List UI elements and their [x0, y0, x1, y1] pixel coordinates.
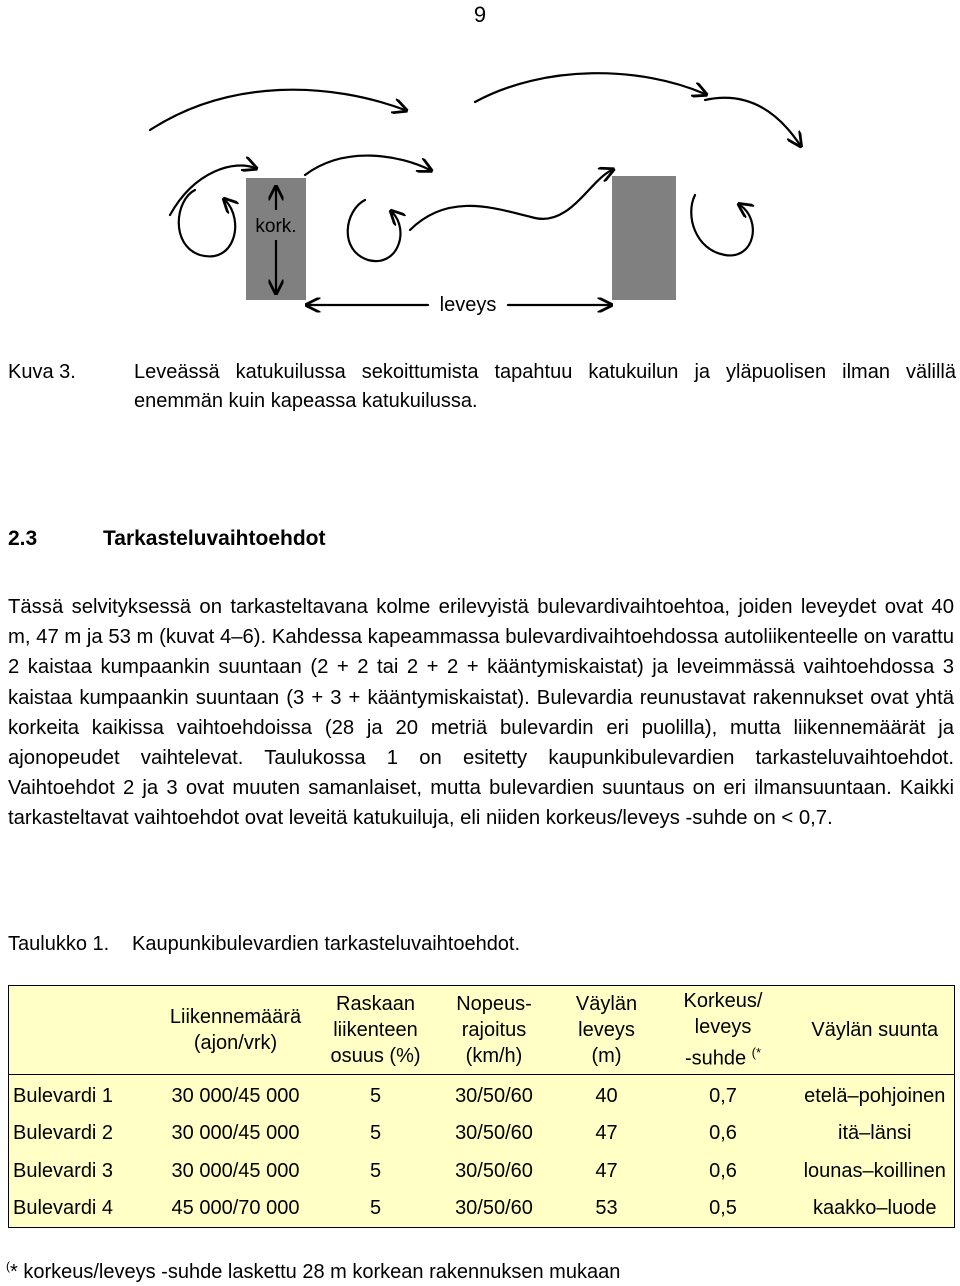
cell-heavy: 5 [369, 1122, 382, 1145]
cell-traffic: 30 000/45 000 [171, 1159, 300, 1182]
cell-speed: 30/50/60 [455, 1084, 533, 1107]
table-row [9, 1115, 955, 1153]
header-direction: Väylän suunta [796, 986, 955, 1075]
width-label: leveys [439, 294, 497, 316]
row-name: Bulevardi 2 [13, 1122, 114, 1145]
cell-direction: kaakko–luode [813, 1197, 937, 1220]
header-ratio: Korkeus/ leveys -suhde (* [651, 986, 796, 1075]
cell-traffic: 30 000/45 000 [171, 1122, 300, 1145]
header-speed-limit: Nopeus- rajoitus (km/h) [426, 986, 563, 1075]
section-title: Tarkasteluvaihtoehdot [103, 527, 326, 550]
table-caption-label: Taulukko 1. [8, 933, 110, 955]
cell-traffic: 30 000/45 000 [171, 1084, 300, 1107]
figure-caption [8, 358, 956, 416]
flow-arrow-top-middle [475, 73, 705, 102]
vortex-narrow-canyon [179, 190, 235, 256]
header-traffic: Liikennemäärä (ajon/vrk) [146, 986, 326, 1075]
figure-caption-label: Kuva 3. [8, 361, 76, 383]
row-name: Bulevardi 1 [13, 1084, 114, 1107]
ratio-footnote-marker: (* [751, 1045, 762, 1061]
cell-ratio: 0,6 [709, 1122, 737, 1145]
flow-arrow-over-canyon [410, 170, 612, 230]
body-paragraph: Tässä selvityksessä on tarkasteltavana kolme erilevyistä bulevardivaihtoehtoa, joiden leveydet ovat 40 m, 47 m ja 53 m (kuvat 4–6). Kahdessa kapeammassa bulevardivaihtoehdossa autoliikenteelle on varattu 2 kaistaa kumpaankin suuntaan (2 + 2 tai 2 + 2 + kääntymiskaistat) ja leveimmässä vaihtoehdossa 3 kaistaa kumpaankin suuntaan (3 + 3 + kääntymiskaistat). Bulevardia reunustavat rakennukset ovat yhtä korkeita kaikissa vaihtoehdoissa (28 ja 20 metriä bulevardin eri puolilla), mutta liikennemäärät ja ajonopeudet vaihtelevat. Taulukossa 1 on esitetty kaupunkibulevardien tarkasteluvaihtoehdot. Vaihtoehdot 2 ja 3 ovat muuten samanlaiset, mutta bulevardien suuntaus on eri ilmansuuntaan. Kaikki tarkasteltavat vaihtoehdot ovat leveitä katukuiluja, eli niiden korkeus/leveys -suhde on < 0,7. [8, 596, 954, 830]
header-heavy-share: Raskaan liikenteen osuus (%) [326, 986, 426, 1075]
figure-caption-text: Leveässä katukuilussa sekoittumista tapahtuu katukuilun ja yläpuolisen ilman välillä enemmän kuin kapeassa katukuilussa. [134, 361, 956, 412]
page-number: 9 [473, 2, 487, 27]
building-right [612, 176, 676, 300]
cell-direction: lounas–koillinen [803, 1159, 946, 1182]
cell-width: 53 [595, 1197, 618, 1220]
height-label: kork. [255, 216, 297, 237]
row-name: Bulevardi 4 [13, 1197, 114, 1220]
cell-speed: 30/50/60 [455, 1197, 533, 1220]
cell-direction: etelä–pohjoinen [804, 1084, 946, 1107]
cell-speed: 30/50/60 [455, 1122, 533, 1145]
row-name: Bulevardi 3 [13, 1159, 114, 1182]
cell-heavy: 5 [369, 1159, 382, 1182]
footnote-text: * korkeus/leveys -suhde laskettu 28 m korkean rakennuksen mukaan [10, 1261, 621, 1283]
table-caption [8, 930, 520, 958]
flow-arrow-mid-left [170, 165, 255, 215]
cell-direction: itä–länsi [838, 1122, 912, 1145]
cell-heavy: 5 [369, 1197, 382, 1220]
header-empty [9, 986, 146, 1075]
cell-ratio: 0,7 [709, 1084, 737, 1107]
header-width: Väylän leveys (m) [563, 986, 651, 1075]
boulevard-table [8, 985, 955, 1228]
cell-traffic: 45 000/70 000 [171, 1197, 300, 1220]
street-canyon-figure [140, 60, 840, 330]
cell-heavy: 5 [369, 1084, 382, 1107]
flow-arrow-top-right [705, 98, 800, 145]
table-caption-text: Kaupunkibulevardien tarkasteluvaihtoehdot. [132, 933, 521, 955]
cell-width: 47 [595, 1159, 618, 1182]
cell-ratio: 0,5 [709, 1197, 737, 1220]
vortex-wide-canyon-right [691, 195, 753, 255]
flow-arrow-top-left [150, 90, 405, 130]
section-heading [8, 524, 326, 554]
table-footnote [6, 1252, 620, 1286]
cell-width: 47 [595, 1122, 618, 1145]
table-row [9, 1190, 955, 1228]
footnote-marker: ( [6, 1259, 10, 1273]
section-number: 2.3 [8, 527, 38, 550]
street-canyon-diagram [140, 60, 840, 330]
vortex-wide-canyon-left [348, 200, 401, 261]
table-header-row [9, 986, 955, 1075]
cell-ratio: 0,6 [709, 1159, 737, 1182]
table-row [9, 1075, 955, 1115]
table-row [9, 1152, 955, 1190]
cell-width: 40 [595, 1084, 618, 1107]
flow-arrow-mid-right [305, 156, 430, 175]
cell-speed: 30/50/60 [455, 1159, 533, 1182]
